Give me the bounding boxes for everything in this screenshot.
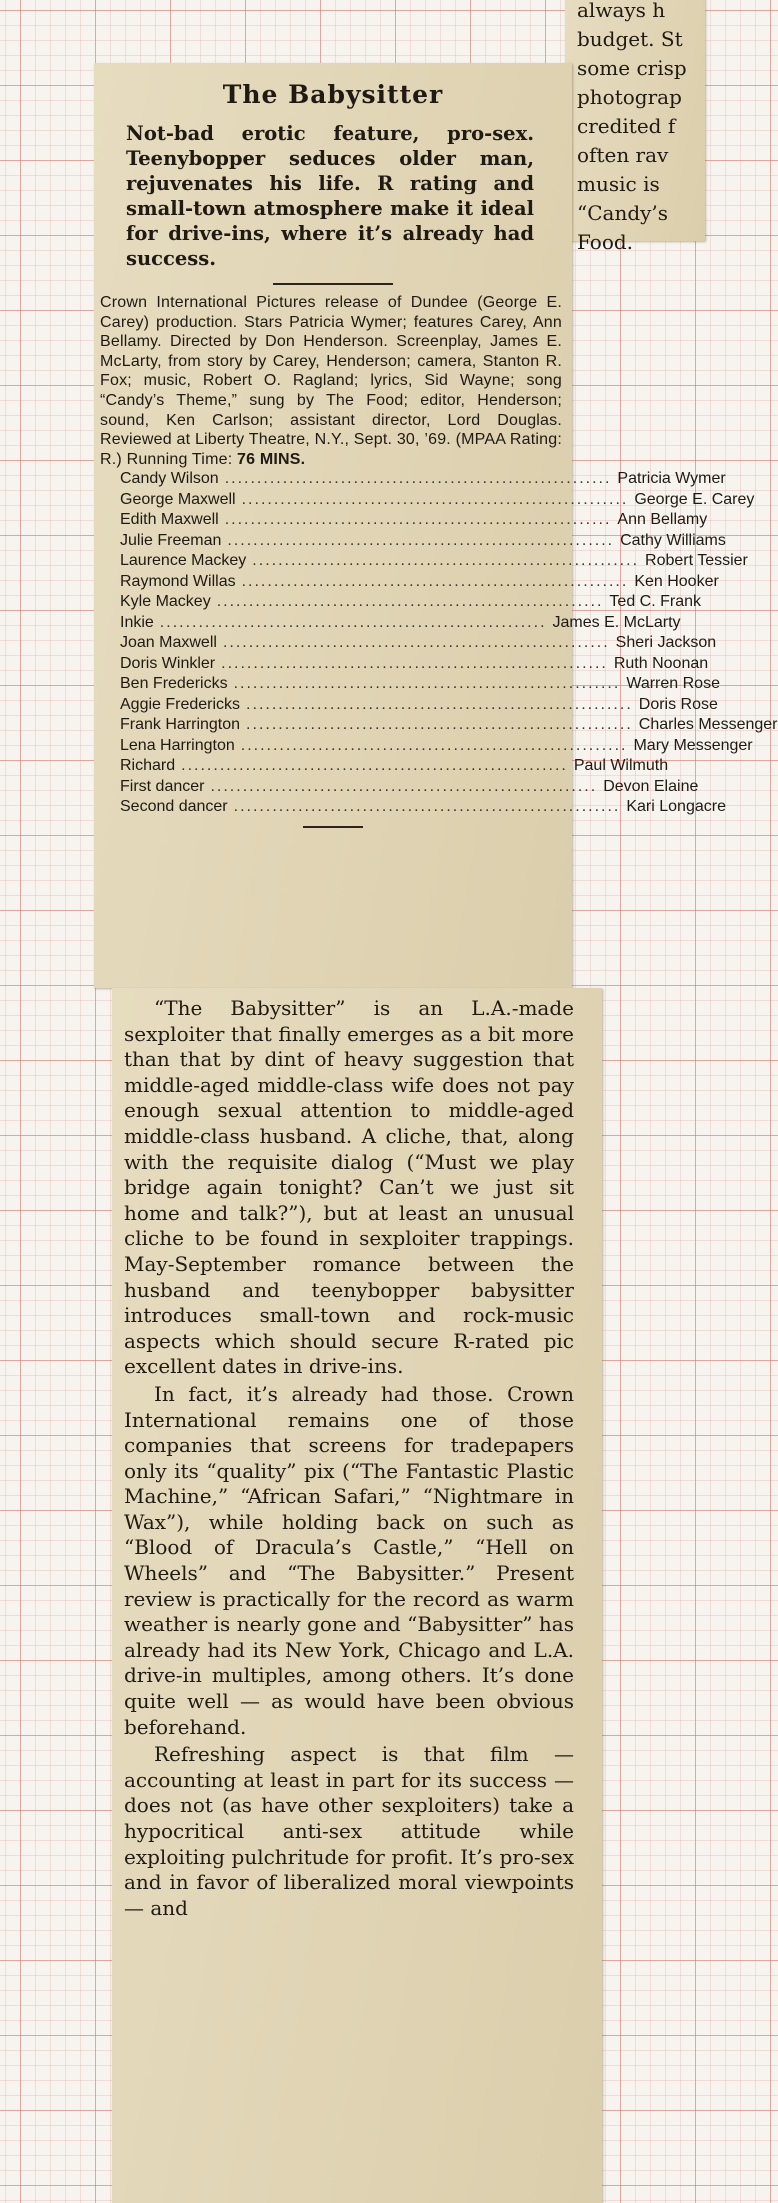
leader-dots: ............................................................ <box>241 572 629 590</box>
cast-row <box>120 674 720 695</box>
leader-dots: ............................................................ <box>181 757 568 775</box>
cast-role: Kyle Mackey <box>120 593 211 611</box>
cast-role: Second dancer <box>120 798 228 816</box>
cast-list <box>94 469 778 818</box>
cast-role: George Maxwell <box>120 490 236 508</box>
adjacent-line: budget. St <box>577 27 683 51</box>
cast-row <box>120 531 726 552</box>
cast-actor: Ann Bellamy <box>617 511 708 529</box>
leader-dots: ............................................................ <box>246 695 633 713</box>
review-paragraph: “The Babysitter” is an L.A.-made sexploiter that finally emerges as a bit more than that by dint of heavy suggestion that middle-aged middle-class wife does not pay enough sexual attention to middle-aged middle-class husband. A cliche, that, along with the requisite dialog (“Must we play bridge again tonight? Can’t we just sit home and talk?”), but at least an unusual cliche to be found in sexploiter trappings. May-September romance between the husband and teenybopper babysitter introduces small-town and rock-music aspects which should secure R-rated pic excellent dates in drive-ins. <box>124 996 574 1379</box>
cast-role: Raymond Willas <box>120 572 236 590</box>
review-paragraph: Refreshing aspect is that film — accounting at least in part for its success — does not (as have other sexploiters) take a hypocritical anti-sex attitude while exploiting pulchritude for profit. It’s pro-sex and in favor of liberalized moral viewpoints — and <box>124 1742 574 1920</box>
cast-row <box>120 654 709 675</box>
cast-row <box>120 613 681 634</box>
leader-dots: ............................................................ <box>227 531 615 549</box>
cast-row <box>120 592 702 613</box>
leader-dots: ............................................................ <box>224 511 612 529</box>
cast-role: Lena Harrington <box>120 736 235 754</box>
leader-dots: ............................................................ <box>240 736 628 754</box>
cast-actor: Robert Tessier <box>645 552 748 570</box>
adjacent-line: always h <box>577 0 666 22</box>
leader-dots: ............................................................ <box>233 675 621 693</box>
cast-role: Edith Maxwell <box>120 511 219 529</box>
cast-role: Richard <box>120 757 176 775</box>
review-title: The Babysitter <box>222 80 444 109</box>
leader-dots: ............................................................ <box>233 798 621 816</box>
cast-actor: Ted C. Frank <box>609 593 702 611</box>
adjacent-line: “Candy’s <box>577 201 669 225</box>
cast-actor: Sheri Jackson <box>615 634 717 652</box>
credits-text: Crown International Pictures release of Dundee (George E. Carey) production. Stars Patricia Wymer; features Carey, Ann Bellamy. Directed by Don Henderson. Screenplay, James E. McLarty, from story by Carey, Henderson; camera, Stanton R. Fox; music, Robert O. Ragland; lyrics, Sid Wayne; song “Candy’s Theme,” sung by The Food; editor, Henderson; sound, Ken Carlson; assistant director, Lord Douglas. Reviewed at Liberty Theatre, N.Y., Sept. 30, ’69. (MPAA Rating: R.) Running Time: <box>100 294 562 468</box>
adjacent-line: photograp <box>577 85 682 109</box>
adjacent-line: credited f <box>577 114 676 138</box>
cast-role: Candy Wilson <box>120 470 219 488</box>
cast-row <box>120 633 717 654</box>
cast-role: Frank Harrington <box>120 716 241 734</box>
cast-role: Inkie <box>120 613 154 631</box>
cast-role: Aggie Fredericks <box>120 695 241 713</box>
cast-actor: Cathy Williams <box>620 531 726 549</box>
cast-actor: George E. Carey <box>634 490 755 508</box>
cast-actor: Patricia Wymer <box>617 470 726 488</box>
adjacent-line: music is <box>577 172 660 196</box>
cast-role: Joan Maxwell <box>120 634 217 652</box>
cast-actor: Warren Rose <box>626 675 720 693</box>
cast-row <box>120 490 755 511</box>
leader-dots: ............................................................ <box>224 470 612 488</box>
running-time: 76 MINS. <box>237 450 306 468</box>
review-paragraph: In fact, it’s already had those. Crown International remains one of those companies that screens for tradepapers only its “quality” pix (“The Fantastic Plastic Machine,” “African Safari,” “Nightmare in Wax”), while holding back on such as “Blood of Dracula’s Castle,” “Hell on Wheels” and “The Babysitter.” Present review is practically for the record as warm weather is nearly gone and “Babysitter” has already had its New York, Chicago and L.A. drive-in multiples, among others. It’s done quite well — as would have been obvious beforehand. <box>124 1381 574 1739</box>
cast-row <box>120 510 708 531</box>
cast-actor: Devon Elaine <box>603 777 699 795</box>
credits-block <box>94 285 572 469</box>
cast-actor: Paul Wilmuth <box>573 757 669 775</box>
cast-row <box>120 736 753 757</box>
cast-row <box>120 777 699 798</box>
cast-actor: James E. McLarty <box>552 613 681 631</box>
leader-dots: ............................................................ <box>246 716 633 734</box>
adjacent-line: some crisp <box>577 56 687 80</box>
adjacent-line: often rav <box>577 143 669 167</box>
cast-row <box>120 469 726 490</box>
adjacent-line: Food. <box>577 230 634 254</box>
cast-actor: Doris Rose <box>638 695 718 713</box>
cast-row <box>120 551 748 572</box>
divider <box>303 826 363 828</box>
cast-row <box>120 797 726 818</box>
leader-dots: ............................................................ <box>159 613 547 631</box>
cast-role: Laurence Mackey <box>120 552 247 570</box>
cast-role: Julie Freeman <box>120 531 222 549</box>
review-body-clipping <box>112 988 602 2203</box>
cast-actor: Charles Messenger <box>638 716 778 734</box>
cast-role: Ben Fredericks <box>120 675 228 693</box>
leader-dots: ............................................................ <box>222 634 610 652</box>
leader-dots: ............................................................ <box>216 593 604 611</box>
cast-row <box>120 756 669 777</box>
leader-dots: ............................................................ <box>241 490 629 508</box>
cast-row <box>120 695 718 716</box>
leader-dots: ............................................................ <box>221 654 608 672</box>
cast-role: Doris Winkler <box>120 654 216 672</box>
cast-actor: Ruth Noonan <box>613 654 709 672</box>
cast-actor: Mary Messenger <box>633 736 753 754</box>
cast-actor: Ken Hooker <box>634 572 719 590</box>
leader-dots: ............................................................ <box>210 777 598 795</box>
review-summary: Not-bad erotic feature, pro-sex. Teenybopper seduces older man, rejuvenates his life. R rating and small-town atmosphere make it ideal for drive-ins, where it’s already had success. <box>126 122 534 270</box>
adjacent-clipping <box>565 0 705 254</box>
cast-row <box>120 572 719 593</box>
cast-actor: Kari Longacre <box>626 798 726 816</box>
cast-row <box>120 715 778 736</box>
cast-role: First dancer <box>120 777 205 795</box>
leader-dots: ............................................................ <box>252 552 640 570</box>
